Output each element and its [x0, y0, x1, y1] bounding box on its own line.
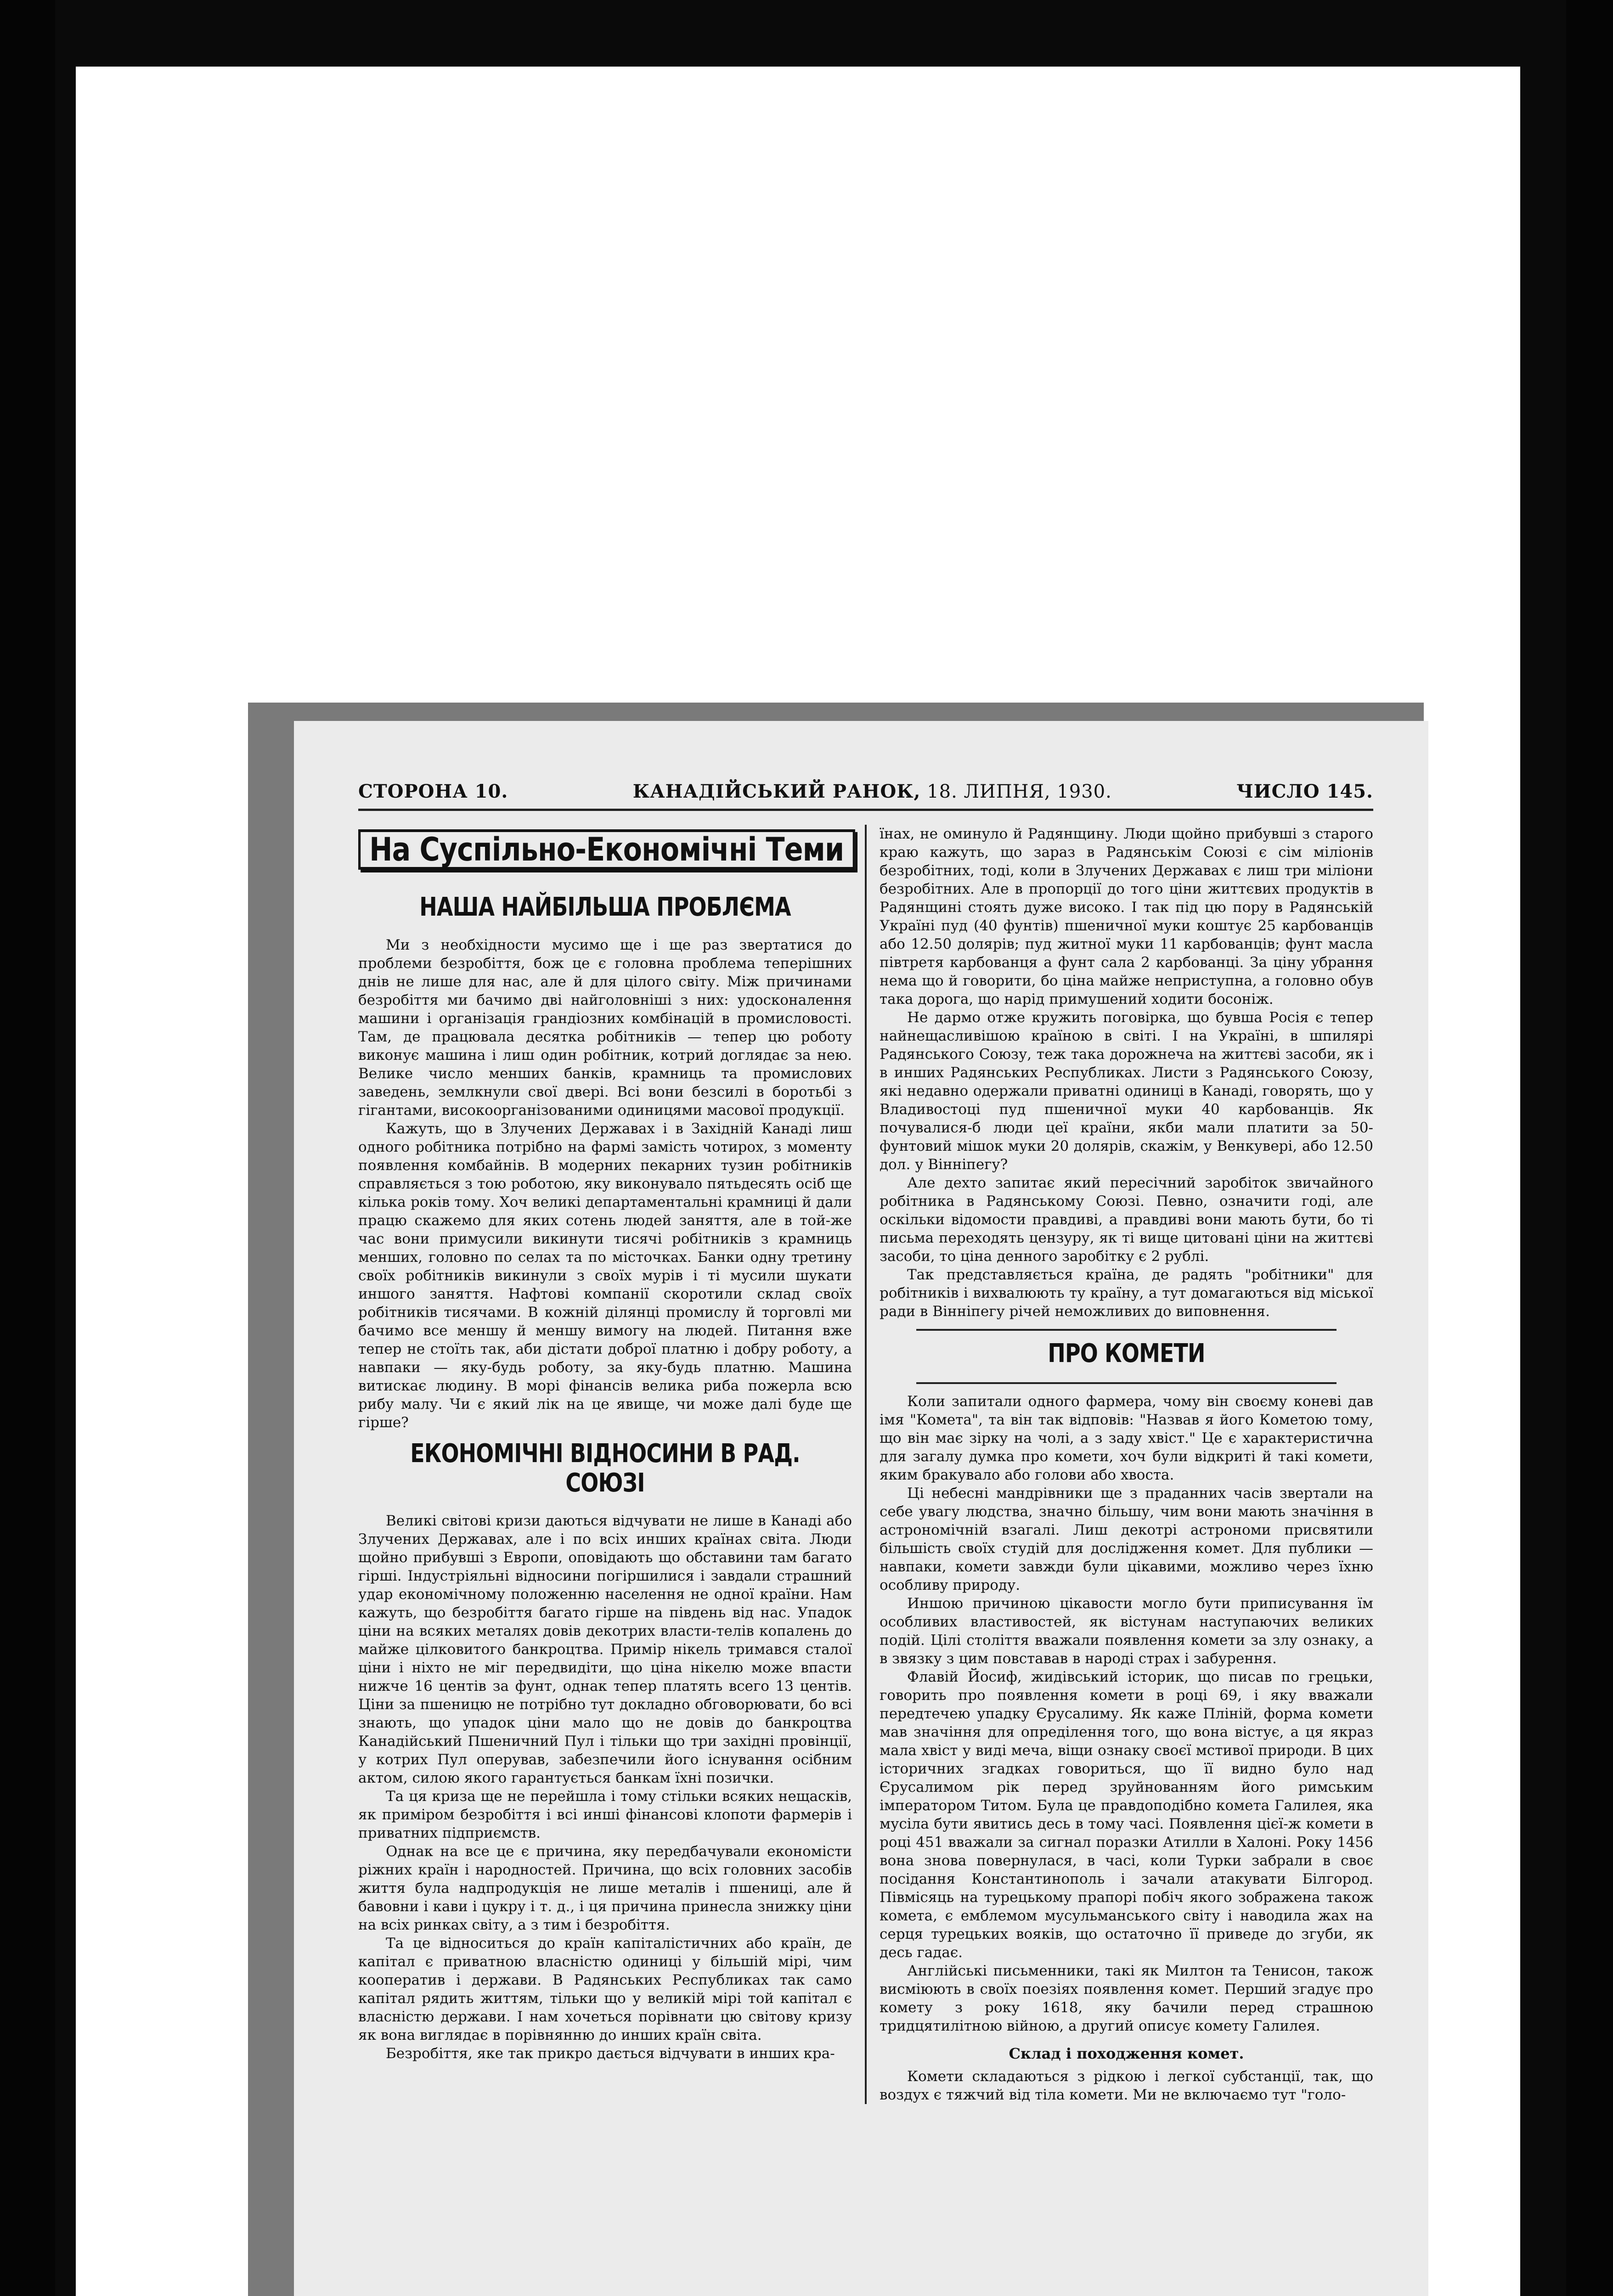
article-subhead: Склад і походження комет.	[1009, 2045, 1244, 2062]
article-paragraph: Так представляється країна, де радять "робітники" для робітників і вихвалюють ту країну, а тут домагаються від міської ради в Вінніпегу річей неможливих до виповнення.	[880, 1266, 1373, 1320]
section-rule	[916, 1382, 1337, 1384]
article-paragraph: Иншою причиною цікавости могло бути приписування їм особливих властивостей, як вістунам наступаючих великих подій. Цілі століття вважали появлення комети за злу ознаку, а в звязку з цим повставав в народі страх і забурення.	[880, 1595, 1373, 1667]
article-paragraph: Не дармо отже кружить поговірка, що бувша Росія є тепер найнещасливішою країною в світі. І на Україні, в шпилярі Радянського Союзу, теж така дорожнеча на життєві засоби, як і в инших Радянських Республиках. Листи з Радянського Союзу, які недавно одержали приватні одиниці в Канаді, говорять, що у Владивостоці пуд пшеничної муки 40 карбованців. Як почувалися-б люди цеї країни, якби мали платити за 50-фунтовий мішок муки 20 долярів, скажім, у Венкувері, або 12.50 дол. у Вінніпегу?	[880, 1009, 1373, 1173]
article-paragraph: Ми з необхідности мусимо ще і ще раз звертатися до проблеми безробіття, бож це є головна проблема теперішних днів не лише для нас, але й для цілого світу. Між причинами безробіття ми бачимо дві найголовніші з них: удосконалення машини і організація грандіозних комбінацій в промисловості. Там, де працювала десятка робітників — тепер цю роботу виконує машина і лиш один робітник, котрий доглядає за нею. Велике число менших банків, крамниць та промислових заведень, землкнули свої двері. Всі вони безсилі в боротьбі з гігантами, високоорганізованими одиницями масової продукції.	[358, 937, 852, 1119]
masthead	[358, 781, 1373, 811]
article-paragraph: Комети складаються з рідкою і легкої субстанції, так, що воздух є тяжчий від тіла комети. Ми не включаємо тут "голо-	[880, 2068, 1373, 2103]
paper-title: КАНАДІЙСЬКИЙ РАНОК,	[632, 781, 921, 802]
section-banner: На Суспільно-Економічні Теми	[358, 829, 855, 870]
column-divider	[865, 825, 867, 2104]
left-column	[358, 825, 852, 2104]
article-headline-comets: ПРО КОМЕТИ	[1048, 1339, 1205, 1368]
article-paragraph: Коли запитали одного фармера, чому він своєму коневі дав імя "Комета", та він так відповів: "Назвав я його Кометою тому, що він має зірку на чолі, а з заду хвіст." Це є характеристична для загалу думка про комети, хоч були відкриті й такі комети, яким бракувало або голови або хвоста.	[880, 1393, 1373, 1483]
page-number: СТОРОНА 10.	[358, 781, 508, 802]
issue-number: ЧИСЛО 145.	[1236, 781, 1373, 802]
article-paragraph: їнах, не оминуло й Радянщину. Люди щойно прибувші з старого краю кажуть, що зараз в Радянськім Союзі є сім міліонів безробітних, тоді, коли в Злучених Державах є лиш три міліони безробітних. Але в пропорції до того ціни життєвих продуктів в Радянщині стоять дуже високо. І так під цю пору в Радянській Україні пуд (40 фунтів) пшеничної муки коштує 25 карбованців або 12.50 долярів; пуд житної муки 11 карбованців; фунт масла півтретя карбованця а фунт сала 2 карбованці. За ціну убрання нема що й говорити, бо ціна майже неприступна, а головно обув така дорога, що нарід примушений ходити босоніж.	[880, 826, 1373, 1007]
article-columns	[358, 825, 1373, 2104]
article-paragraph: Однак на все це є причина, яку передбачували економісти ріжних країн і народностей. Причина, що всіх головних засобів життя була надпродукція не лише металів і пшениці, але й бавовни і кави і цукру і т. д., і ця причина принесла знижку ціни на всіх ринках світу, а з тим і безробіття.	[358, 1843, 852, 1933]
right-column	[880, 825, 1373, 2104]
article-paragraph: Безробіття, яке так прикро дається відчувати в инших кра-	[386, 2045, 835, 2062]
article-paragraph: Ці небесні мандрівники ще з праданних часів звертали на себе увагу людства, значно більшу, чим вони мають значіння в астрономічній взагалі. Лиш декотрі астрономи присвятили більшість своїх студій для дослідження комет. Для публики — навпаки, комети завжди були цікавими, можливо через їхню особливу природу.	[880, 1485, 1373, 1593]
section-rule	[916, 1329, 1337, 1331]
paper-title-date	[633, 781, 1112, 802]
article-headline-problem: НАША НАЙБІЛЬША ПРОБЛЄМА	[419, 892, 791, 922]
article-paragraph: Та ця криза ще не перейшла і тому стільки всяких нещасків, як приміром безробіття і всі инші фінансові клопоти фармерів і приватних підприємств.	[358, 1788, 852, 1841]
article-paragraph: Та це відноситься до країн капіталістичних або країн, де капітал є приватною власністю одиниці у більшій мірі, чим кооператив і держави. В Радянських Республиках так само капітал рядить життям, тільки що у великій мірі той капітал є власністю держави. І нам хочеться порівнати цю світову кризу як вона виглядає в порівнянню до инших країн світа.	[358, 1935, 852, 2043]
article-paragraph: Англійські письменники, такі як Милтон та Тенисон, також висміюють в своїх поезіях появлення комет. Перший згадує про комету з року 1618, яку бачили перед страшною тридцятилітною війною, а другий описує комету Галилея.	[880, 1963, 1373, 2034]
issue-date: 18. ЛИПНЯ, 1930.	[927, 781, 1112, 802]
article-paragraph: Але дехто запитає який пересічний заробіток звичайного робітника в Радянському Союзі. Певно, означити годі, але оскільки відомости правдиві, а правдиві вони мають бути, бо ті письма переходять цензуру, як ті вище цитовані ціни на життєві засоби, то ціна денного заробітку є 2 рублі.	[880, 1175, 1373, 1265]
newspaper-page	[294, 721, 1428, 2296]
article-paragraph: Великі світові кризи даються відчувати не лише в Канаді або Злучених Державах, але і по всіх инших країнах світа. Люди щойно прибувші з Европи, оповідають що обставини там багато гірші. Індустріяльні відносини погіршилися і завдали страшний удар економічному положенню населення не одної країни. Нам кажуть, що безробіття багато гірше на південь від нас. Упадок ціни на всяких металях довів декотрих власти-телів копалень до майже цілковитого банкроцтва. Примір нікель тримався сталої ціни і ніхто не міг передвидіти, що ціна нікелю може впасти нижче 16 центів за фунт, однак тепер платять всего 13 центів. Ціни за пшеницю не потрібно тут докладно обговорювати, бо всі знають, що упадок ціни мало що не довів до банкроцтва Канадійський Пшеничний Пул і тільки що три західні провінції, у котрих Пул оперував, забезпечили його існування осібним актом, силою якого гарантується банкам їхні позички.	[358, 1513, 852, 1786]
article-paragraph: Кажуть, що в Злучених Державах і в Західній Канаді лиш одного робітника потрібно на фармі замість чотирох, з моменту появлення комбайнів. В модерних пекарних тузин робітників справляється з тою роботою, яку виконувало пятьдесять осіб ще кілька років тому. Хоч великі департаментальні крамниці й дали працю скажемо для яких сотень людей заняття, але в той-же час вони примусили викинути тисячі робітників з крамниць менших, головно по селах та по місточках. Банки одну третину своїх робітників викинули з своїх мурів і ті мусили шукати иншого заняття. Нафтові компанії скоротили склад своїх робітників тисячами. В кожній ділянці промислу й торговлі ми бачимо все меншу й меншу вимогу на людей. Питання вже тепер не стоїть так, аби дістати доброї платню і добру роботу, а навпаки — яку-будь роботу, за яку-будь платню. Машина витискає людину. В морі фінансів велика риба пожерла всю рибу малу. Чи є який лік на це явище, чи може далі буде ще гірше?	[358, 1120, 852, 1431]
article-paragraph: Флавій Йосиф, жидівський історик, що писав по грецьки, говорить про появлення комети в році 69, і яку вважали передтечею упадку Єрусалиму. Як каже Пліній, форма комети мав значіння для опреділення того, що вона вістує, а ця якраз мала хвіст у виді меча, віщи ознаку своєї мстивої природи. В цих історичних згадках говориться, що її видно було над Єрусалимом рік перед зруйнованням його римським імператором Титом. Була це правдоподібно комета Галилея, яка мусіла бути явитись десь в тому часі. Появлення цієї-ж комети в році 451 вважали за сигнал поразки Атилли в Халоні. Року 1456 вона знова повернулася, в часі, коли Турки забрали в своє посідання Константинополь і зачали атакувати Білгород. Півмісяць на турецькому прапорі побіч якого зображена також комета, є емблемом мусульманського світу і наводила жах на серця турецьких вояків, що остаточно її приведе до згуби, як десь гадає.	[880, 1669, 1373, 1961]
article-headline-soviet-economy: ЕКОНОМІЧНІ ВІДНОСИНИ В РАД. СОЮЗІ	[410, 1439, 800, 1498]
